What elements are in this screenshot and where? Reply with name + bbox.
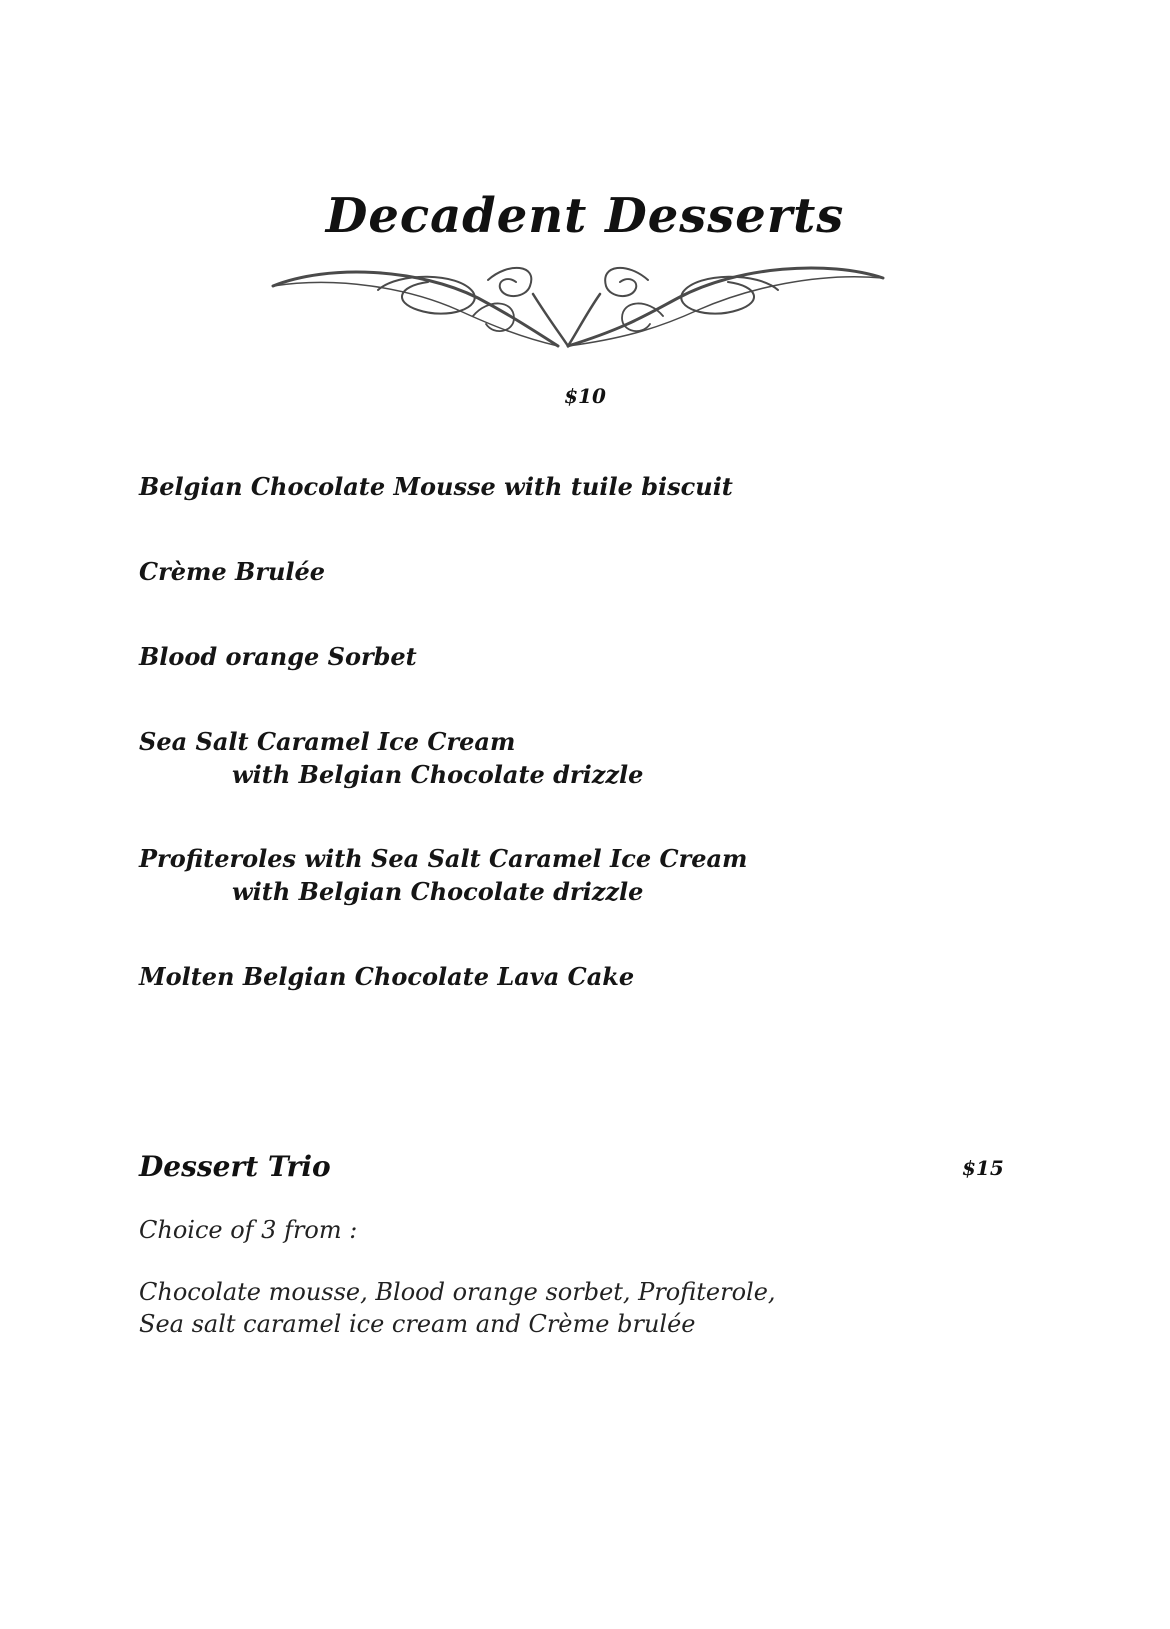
list-item bbox=[139, 960, 634, 993]
trio-options-line: Sea salt caramel ice cream and Crème brulée bbox=[139, 1310, 696, 1338]
item-name: Blood orange Sorbet bbox=[139, 642, 417, 671]
ornamental-scroll-divider-icon bbox=[268, 258, 888, 368]
item-name: Belgian Chocolate Mousse with tuile biscuit bbox=[139, 472, 733, 501]
list-item bbox=[139, 555, 325, 588]
menu-title: Decadent Desserts bbox=[325, 188, 845, 244]
list-item bbox=[139, 640, 417, 673]
trio-options-line: Chocolate mousse, Blood orange sorbet, Profiterole, bbox=[139, 1278, 776, 1306]
item-detail: with Belgian Chocolate drizzle bbox=[232, 760, 644, 789]
trio-options bbox=[139, 1276, 776, 1340]
trio-price: $15 bbox=[962, 1156, 1004, 1180]
list-item bbox=[139, 842, 747, 908]
trio-choice-text: Choice of 3 from : bbox=[139, 1216, 358, 1244]
item-name: Crème Brulée bbox=[139, 557, 326, 586]
item-name: Profiteroles with Sea Salt Caramel Ice Cream bbox=[139, 844, 748, 873]
list-item bbox=[139, 470, 733, 503]
item-name: Sea Salt Caramel Ice Cream bbox=[139, 727, 516, 756]
item-name: Molten Belgian Chocolate Lava Cake bbox=[139, 962, 635, 991]
trio-title: Dessert Trio bbox=[139, 1150, 331, 1183]
item-detail: with Belgian Chocolate drizzle bbox=[232, 877, 644, 906]
list-item bbox=[139, 725, 643, 791]
dessert-price: $10 bbox=[564, 384, 606, 408]
